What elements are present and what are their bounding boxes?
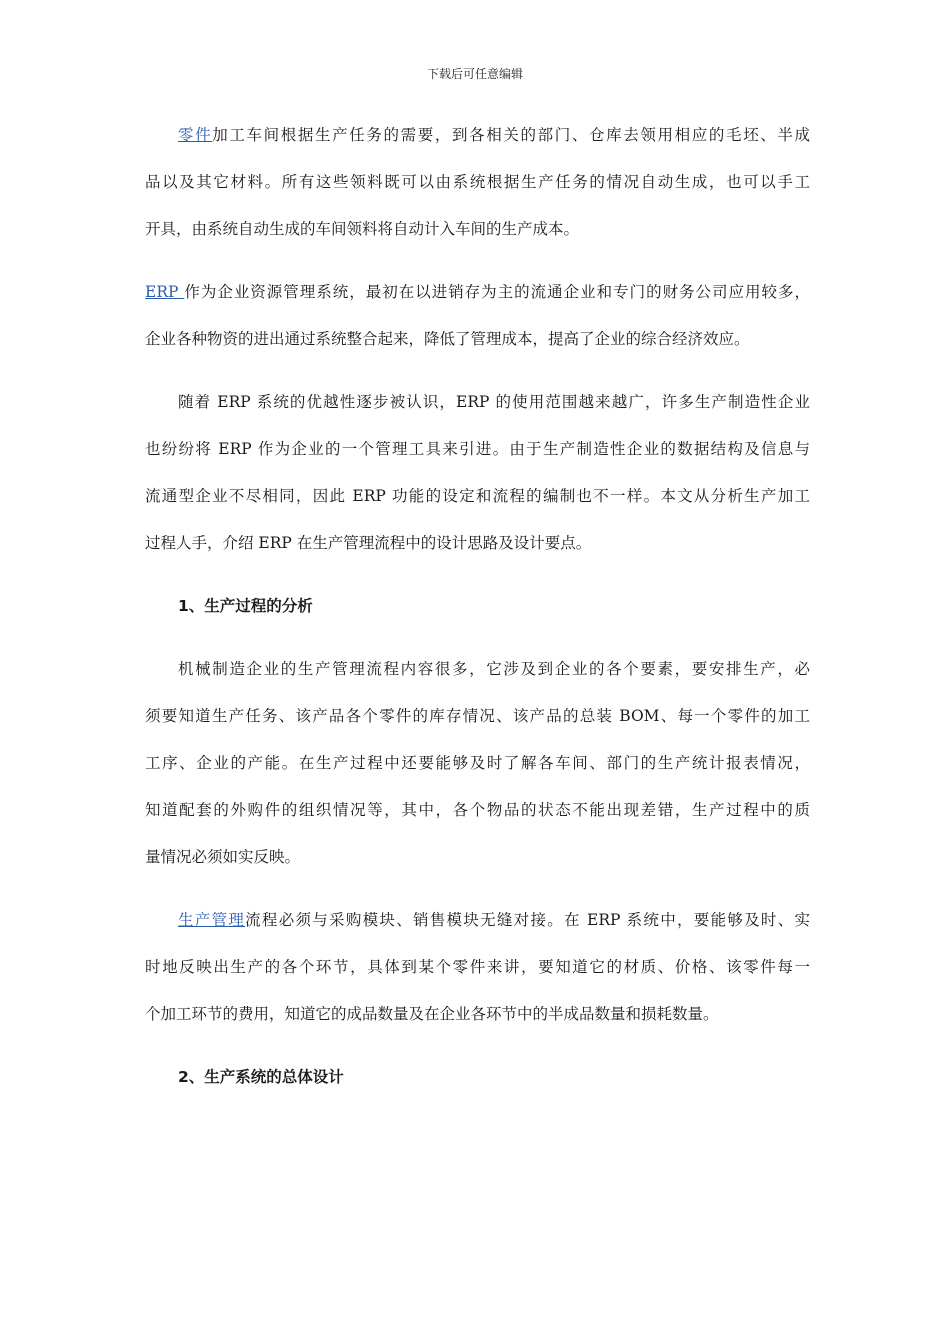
text-line xyxy=(145,897,810,944)
text-line: 个加工环节的费用，知道它的成品数量及在企业各环节中的半成品数量和损耗数量。 xyxy=(145,1005,719,1023)
paragraph-erp-intro xyxy=(145,269,810,363)
paragraph-parts-requisition xyxy=(145,112,810,253)
paragraph-production-analysis xyxy=(145,646,810,881)
paragraph-production-management xyxy=(145,897,810,1038)
document-body xyxy=(145,112,810,1101)
text-line: 随着 ERP 系统的优越性逐步被认识，ERP 的使用范围越来越广，许多生产制造性企业 xyxy=(178,393,810,411)
text-line: 企业各种物资的进出通过系统整合起来，降低了管理成本，提高了企业的综合经济效应。 xyxy=(145,330,750,348)
text-span: 作为企业资源管理系统，最初在以进销存为主的流通企业和专门的财务公司应用较多， xyxy=(184,283,810,301)
paragraph-erp-adoption xyxy=(145,379,810,567)
text-line: 须要知道生产任务、该产品各个零件的库存情况、该产品的总装 BOM、每一个零件的加工 xyxy=(145,707,810,725)
text-line: 机械制造企业的生产管理流程内容很多，它涉及到企业的各个要素，要安排生产，必 xyxy=(178,660,810,678)
text-line xyxy=(145,269,810,316)
text-line: 品以及其它材料。所有这些领料既可以由系统根据生产任务的情况自动生成，也可以手工 xyxy=(145,173,810,191)
text-line: 过程人手，介绍 ERP 在生产管理流程中的设计思路及设计要点。 xyxy=(145,534,592,552)
text-span: 加工车间根据生产任务的需要，到各相关的部门、仓库去领用相应的毛坯、半成 xyxy=(212,126,810,144)
text-line: 工序、企业的产能。在生产过程中还要能够及时了解各车间、部门的生产统计报表情况， xyxy=(145,754,810,772)
section-heading-2: 2、生产系统的总体设计 xyxy=(178,1068,344,1086)
text-line: 知道配套的外购件的组织情况等，其中，各个物品的状态不能出现差错，生产过程中的质 xyxy=(145,801,810,819)
erp-link[interactable]: ERP xyxy=(145,283,185,301)
text-line xyxy=(145,112,810,159)
text-line: 时地反映出生产的各个环节，具体到某个零件来讲，要知道它的材质、价格、该零件每一 xyxy=(145,958,810,976)
production-management-link[interactable]: 生产管理 xyxy=(178,911,246,929)
parts-link[interactable]: 零件 xyxy=(178,126,213,144)
section-heading-1: 1、生产过程的分析 xyxy=(178,597,313,615)
text-line: 也纷纷将 ERP 作为企业的一个管理工具来引进。由于生产制造性企业的数据结构及信息与 xyxy=(145,440,810,458)
text-line: 开具，由系统自动生成的车间领料将自动计入车间的生产成本。 xyxy=(145,220,580,238)
text-line: 量情况必须如实反映。 xyxy=(145,848,301,866)
text-line: 流通型企业不尽相同，因此 ERP 功能的设定和流程的编制也不一样。本文从分析生产加工 xyxy=(145,487,810,505)
text-span: 流程必须与采购模块、销售模块无缝对接。在 ERP 系统中，要能够及时、实 xyxy=(245,911,810,929)
page-header: 下载后可任意编辑 xyxy=(426,67,523,81)
